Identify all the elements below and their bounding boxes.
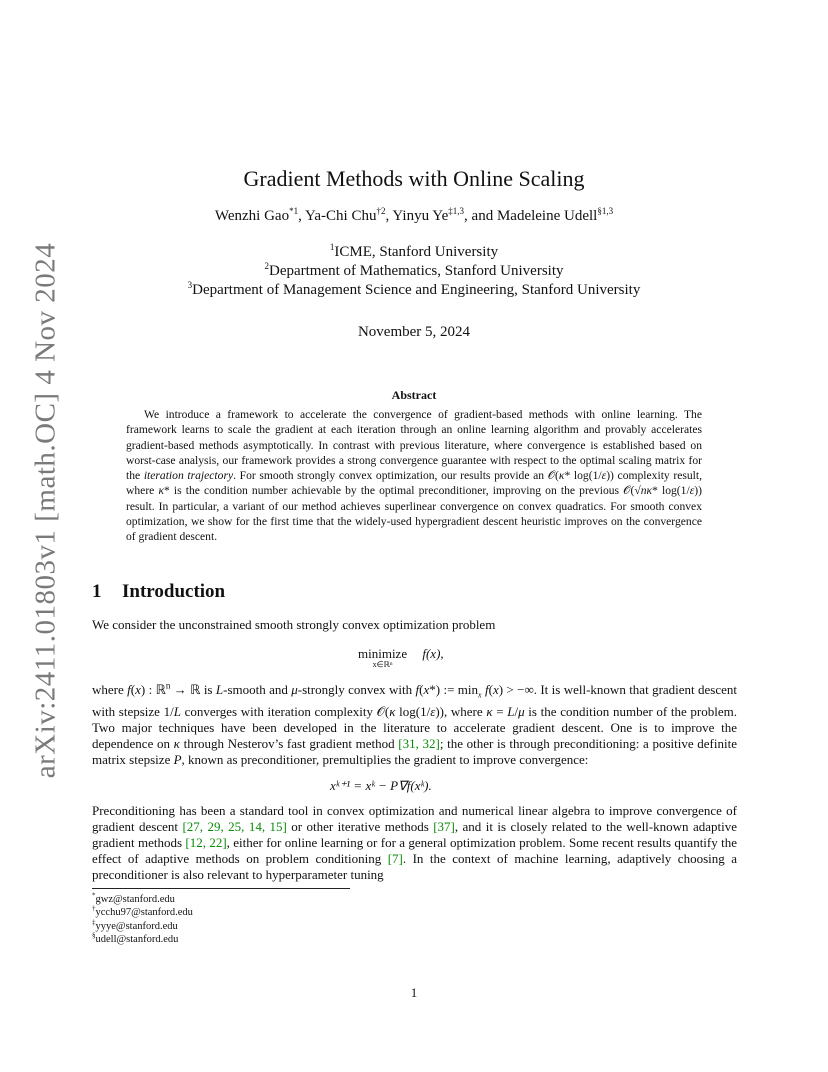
page-number: 1 [410,985,418,1000]
author-list: Wenzhi Gao$^{*1}$, Ya-Chi Chu$^{\dagger 2}$, Yinyu Ye$^{\ddagger 1,3}$, and Madeleine Udell$^{\S 1,3}$ [214,206,614,224]
equation-minimize: minimize x∈ℝⁿ f(x), [358,646,444,669]
paper-title: Gradient Methods with Online Scaling [243,166,585,191]
footnote: †ycchu97@stanford.edu [92,904,193,919]
affiliation: $^3$Department of Management Science and Engineering, Stanford University [187,280,641,298]
author-mark: *1 [289,206,299,216]
author-name: Yinyu Ye [392,208,449,224]
abstract-heading: Abstract [391,388,437,402]
author-mark: †2 [376,206,386,216]
footnote: §udell@stanford.edu [92,931,179,945]
author-name: Wenzhi Gao [214,208,290,224]
arxiv-identifier: arXiv:2411.01803v1 [math.OC] 4 Nov 2024 [29,242,62,778]
equation-update: xᵏ⁺¹ = xᵏ − P∇f(xᵏ). [330,778,432,793]
author-name: Madeleine Udell [496,208,598,224]
footnote: ‡yyye@stanford.edu [92,918,178,932]
footnote-rule [92,888,350,889]
intro-paragraph: Preconditioning has been a standard tool in convex optimization and numerical linear algebra to improve convergence of gradient descent [27, 29, 25, 14, 15] or other iterative methods [37], and it is closely related to the well-known adaptive gradient methods [12, 22], either for online learning or for a general optimization problem. Some recent results quantify the effect of adaptive methods on problem conditioning [7]. In the context of machine learning, adaptively choosing a preconditioner is also relevant to hyperparameter tuning [92,803,737,882]
footnotes [92,893,193,946]
affiliation: $^1$ICME, Stanford University [329,242,499,260]
author-mark: ‡1,3 [448,206,465,216]
affiliation: $^2$Department of Mathematics, Stanford University [264,261,564,279]
footnote: *gwz@stanford.edu [92,891,175,905]
author-name: Ya-Chi Chu [305,208,377,224]
abstract-body: We introduce a framework to accelerate the convergence of gradient-based methods with online learning. The framework learns to scale the gradient at each iteration through an online learning algorithm and provably accelerates gradient-based methods asymptotically. In contrast with previous literature, where convergence is established based on worst-case analysis, our framework provides a strong convergence guarantee with respect to the optimal scaling matrix for the iteration trajectory. For smooth strongly convex optimization, our results provide an 𝒪(κ* log(1/ε)) complexity result, where κ* is the condition number achievable by the optimal preconditioner, improving on the previous 𝒪(√nκ* log(1/ε)) result. In particular, a variant of our method achieves superlinear convergence on convex quadratics. For smooth convex optimization, we show for the first time that the widely-used hypergradient descent heuristic improves on the convergence of gradient descent. [126,408,703,544]
author-mark: §1,3 [597,206,614,216]
section-heading: 1 Introduction [92,581,226,602]
paper-date: November 5, 2024 [357,324,471,340]
intro-paragraph: We consider the unconstrained smooth strongly convex optimization problem [92,617,496,632]
intro-paragraph: where f(x) : ℝ$^n$ → ℝ is L-smooth and μ-strongly convex with f(x*) := $\min_x f(x)$ > −∞. It is well-known that gradient descent with stepsize 1/L converges with iteration complexity 𝒪(κ log(1/ε)), where κ = L/μ is the condition number of the problem. Two major techniques have been developed in the literature to accelerate gradient descent. One is to improve the dependence on κ through Nesterov’s fast gradient method [31, 32]; the other is through preconditioning: a positive definite matrix stepsize P, known as preconditioner, premultiplies the gradient to improve convergence: [92,680,738,767]
